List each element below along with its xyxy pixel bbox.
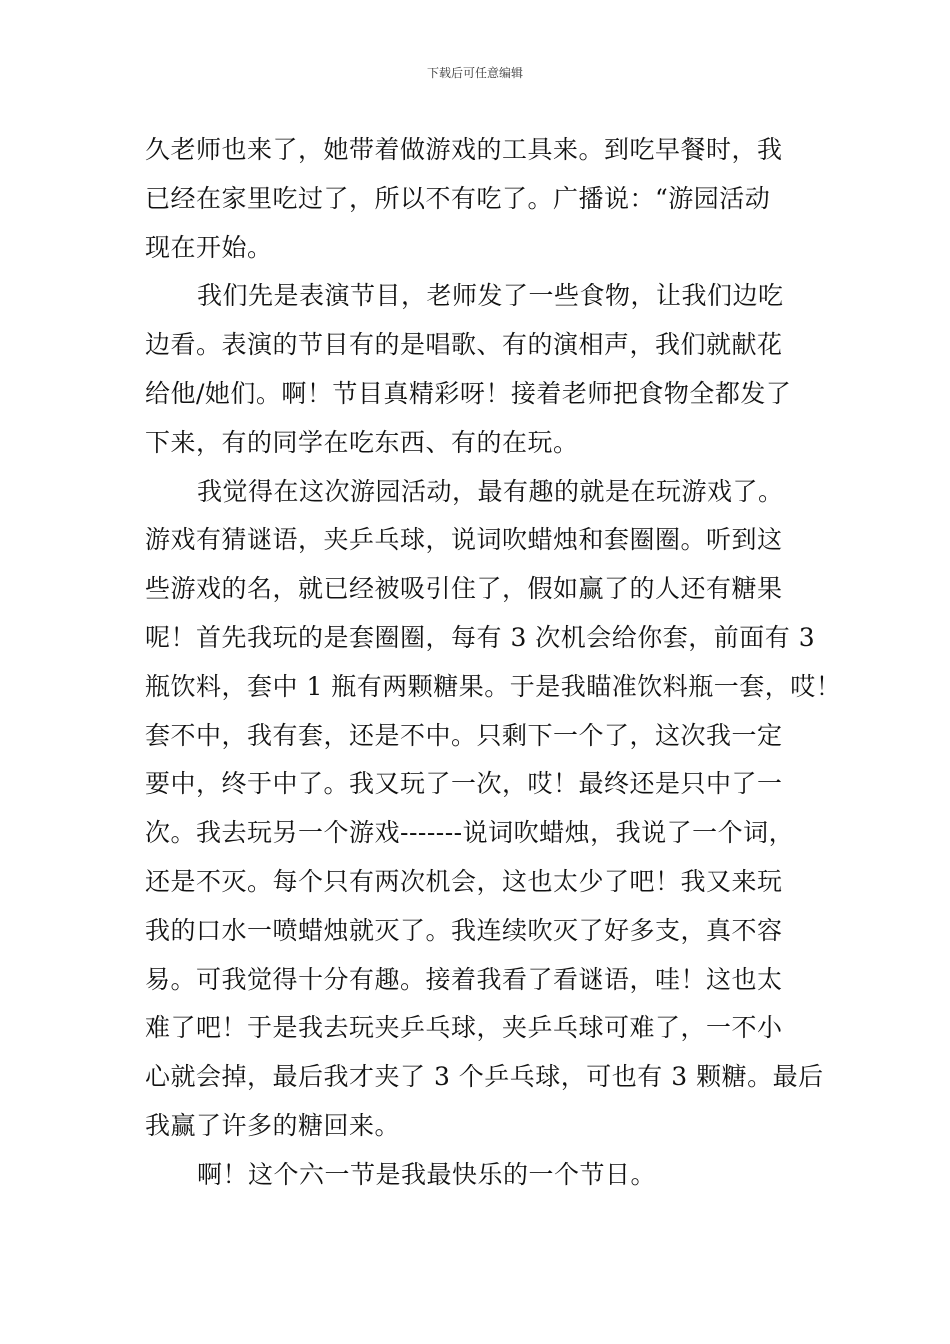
text-line: 已经在家里吃过了，所以不有吃了。广播说：“游园活动 <box>145 183 771 213</box>
text-line: 难了吧！于是我去玩夹乒乓球，夹乒乓球可难了，一不小 <box>145 1013 783 1043</box>
text-line: 要中，终于中了。我又玩了一次，哎！最终还是只中了一 <box>145 769 783 799</box>
text-line: 些游戏的名，就已经被吸引住了，假如赢了的人还有糖果 <box>145 574 783 604</box>
text-line: 还是不灭。每个只有两次机会，这也太少了吧！我又来玩 <box>145 866 783 896</box>
text-line: 游戏有猜谜语，夹乒乓球，说词吹蜡烛和套圈圈。听到这 <box>145 525 783 555</box>
text-line: 瓶饮料，套中 1 瓶有两颗糖果。于是我瞄准饮料瓶一套，哎！ <box>145 671 842 701</box>
text-line: 易。可我觉得十分有趣。接着我看了看谜语，哇！这也太 <box>145 964 783 994</box>
text-line: 我赢了许多的糖回来。 <box>145 1110 401 1140</box>
text-line: 现在开始。 <box>145 232 273 262</box>
page-header: 下载后可任意编辑 <box>426 66 523 80</box>
text-line: 给他/她们。啊！节目真精彩呀！接着老师把食物全都发了 <box>145 378 792 408</box>
text-line: 心就会掉，最后我才夹了 3 个乒乓球，可也有 3 颗糖。最后 <box>145 1062 824 1092</box>
paragraph-first-line: 我觉得在这次游园活动，最有趣的就是在玩游戏了。 <box>197 476 784 506</box>
text-line: 次。我去玩另一个游戏-------说词吹蜡烛，我说了一个词， <box>145 818 795 848</box>
text-line: 呢！首先我玩的是套圈圈，每有 3 次机会给你套，前面有 3 <box>145 622 816 652</box>
text-line: 久老师也来了，她带着做游戏的工具来。到吃早餐时，我 <box>145 135 783 164</box>
paragraph-first-line: 我们先是表演节目，老师发了一些食物，让我们边吃 <box>197 281 784 311</box>
body-text <box>145 126 842 1200</box>
text-line: 套不中，我有套，还是不中。只剩下一个了，这次我一定 <box>145 720 783 750</box>
text-line: 我的口水一喷蜡烛就灭了。我连续吹灭了好多支，真不容 <box>145 915 783 945</box>
paragraph-first-line: 啊！这个六一节是我最快乐的一个节日。 <box>197 1159 657 1189</box>
text-line: 边看。表演的节目有的是唱歌、有的演相声，我们就献花 <box>145 330 783 360</box>
text-line: 下来，有的同学在吃东西、有的在玩。 <box>145 427 579 457</box>
